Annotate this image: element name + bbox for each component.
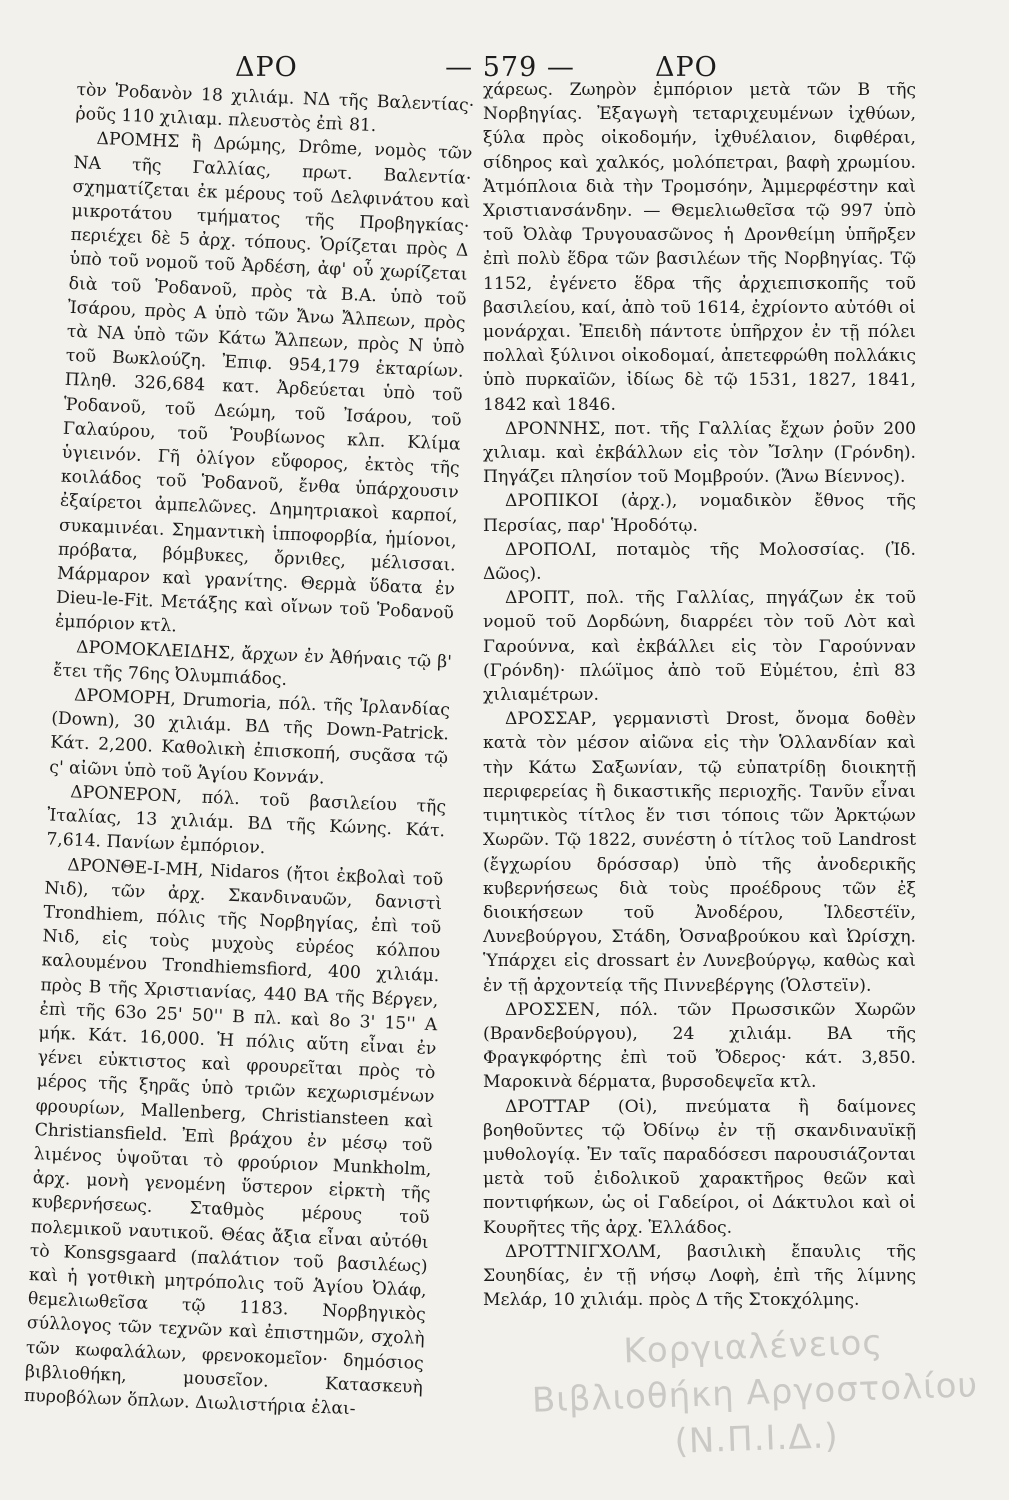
- entry-drossar: ΔΡΟΣΣΑΡ, γερμανιστὶ Drost, ὄνομα δοθὲν κατὰ τὸν μέσον αἰῶνα εἰς τὴν Ὁλλανδίαν καὶ τὴν Κάτω Σαξωνίαν, τῷ εὐπατρίδῃ διοικητῇ περιφερείας ἢ δικαστικῆς περιοχῆς. Τανῦν εἶναι τιμητικὸς τίτλος ἔν τισι τόποις τῶν Ἀρκτῴων Χωρῶν. Τῷ 1822, συνέστη ὁ τίτλος τοῦ Landrost (ἔγχωρίου δρόσσαρ) ὑπὸ τῆς ἀνοδερικῆς κυβερνήσεως διὰ τοὺς προέδρους τῶν ἐξ διοικήσεων τοῦ Ἀνοδέρου, Ἱλδεστέϊν, Λυνεβούργου, Στάδη, Ὀσναβρούκου καὶ Ὠρίσχη. Ὑπάρχει εἰς drossart ἐν Λυνεβούργῳ, καθὼς καὶ ἐν τῇ ἀρχοντείᾳ τῆς Πιννεβέργης (Ὁλστεϊν).: [483, 709, 916, 996]
- entry-dromori: ΔΡΟΜΟΡΗ, Drumoria, πόλ. τῆς Ἰρλανδίας (Down), 30 χιλιάμ. ΒΔ τῆς Down-Patrick. Κάτ. 2,200. Καθολικὴ ἐπισκοπή, συςᾶσα τῷ ς' αἰῶνι ὑπὸ τοῦ Ἁγίου Κοννάν.: [48, 685, 451, 789]
- left-guide-word: ΔΡΟ: [235, 52, 298, 83]
- entry-drottningholm: ΔΡΟΤΤΝΙΓΧΟΛΜ, βασιλικὴ ἔπαυλις τῆς Σουηδίας, ἐν τῇ νήσῳ Λοφὴ, ἐπὶ τῆς λίμνης Μελάρ, 10 χιλιάμ. πρὸς Δ τῆς Στοκχόλμης.: [483, 1241, 916, 1311]
- entry-dropoli: ΔΡΟΠΟΛΙ, ποταμὸς τῆς Μολοσσίας. (Ἰδ. Δῶος).: [483, 539, 916, 585]
- left-column: [24, 78, 475, 1424]
- entry-dromokleidis: ΔΡΟΜΟΚΛΕΙΔΗΣ, ἄρχων ἐν Ἀθήναις τῷ β' ἔτει τῆς 76ης Ὀλυμπιάδος.: [52, 637, 453, 690]
- entry-dromis: ΔΡΟΜΗΣ ἢ Δρώμης, Drôme, νομὸς τῶν ΝΑ τῆς Γαλλίας, πρωτ. Βαλεντία· σχηματίζεται ἐκ μέρους τοῦ Δελφινάτου καὶ μικροτάτου τμήματος τῆς Προβηγκίας· περιέχει δὲ 5 ἀρχ. τόπους. Ὁρίζεται πρὸς Δ ὑπὸ τοῦ νομοῦ τοῦ Ἀρδέση, ἀφ' οὗ χωρίζεται διὰ τοῦ Ῥοδανοῦ, πρὸς τὰ Β.Α. ὑπὸ τοῦ Ἰσάρου, πρὸς Α ὑπὸ τῶν Ἄνω Ἄλπεων, πρὸς τὰ ΝΑ ὑπὸ τῶν Κάτω Ἄλπεων, πρὸς Ν ὑπὸ τοῦ Βωκλούζη. Ἐπιφ. 954,179 ἑκταρίων. Πληθ. 326,684 κατ. Ἀρδεύεται ὑπὸ τοῦ Ῥοδανοῦ, τοῦ Δεώμη, τοῦ Ἰσάρου, τοῦ Γαλαύρου, τοῦ Ῥουβίωνος κλπ. Κλίμα ὑγιεινόν. Γῆ ὀλίγον εὔφορος, ἐκτὸς τῆς κοιλάδος τοῦ Ῥοδανοῦ, ἔνθα ὑπάρχουσιν ἐξαίρετοι ἀμπελῶνες. Δημητριακοὶ καρποί, συκαμινέαι. Σημαντικὴ ἱπποφορβία, ἡμίονοι, πρόβατα, βόμβυκες, ὄρνιθες, μέλισσαι. Μάρμαρον καὶ γρανίτης. Θερμὰ ὕδατα ἐν Dieu-le-Fit. Μετάξης καὶ οἴνων τοῦ Ῥοδανοῦ ἐμπόριον κτλ.: [54, 129, 473, 637]
- entry-drottar: ΔΡΟΤΤΑΡ (Οἱ), πνεύματα ἢ δαίμονες βοηθοῦντες τῷ Ὀδίνῳ ἐν τῇ σκανδιναυϊκῇ μυθολογίᾳ. Ἐν ταῖς παραδόσεσι παρουσιάζονται μετὰ τοῦ ἐιδολικοῦ χαρακτῆρος θεῶν καὶ ποντιφήκων, ὡς οἱ Γαδείροι, οἱ Δάκτυλοι καὶ οἱ Κουρῆτες τῆς ἀρχ. Ἑλλάδος.: [483, 1096, 916, 1238]
- entry-dronthe-i-mi: ΔΡΟΝΘΕ-Ι-ΜΗ, Nidaros (ἤτοι ἐκβολαὶ τοῦ Νιδ), τῶν ἀρχ. Σκανδιναυῶν, δανιστὶ Trondhiem, πόλις τῆς Νορβηγίας, ἐπὶ τοῦ Νιδ, εἰς τοὺς μυχοὺς εὐρέος κόλπου καλουμένου Trondhiemsfiord, 400 χιλιάμ. πρὸς Β τῆς Χριστιανίας, 440 ΒΑ τῆς Βέργεν, ἐπὶ τῆς 63ο 25' 50'' Β πλ. καὶ 8ο 3' 15'' Α μήκ. Κάτ. 16,000. Ἡ πόλις αὕτη εἶναι ἐν γένει εὐκτιστος καὶ φρουρεῖται πρὸς τὸ μέρος τῆς ξηρᾶς ὑπὸ τριῶν κεχωρισμένων φρουρίων, Mallenberg, Christiansteen καὶ Christiansfield. Ἐπὶ βράχου ἐν μέσῳ τοῦ λιμένος ὑψοῦται τὸ φρούριον Munkholm, ἀρχ. μονὴ γενομένη ὕστερον εἱρκτὴ τῆς κυβερνήσεως. Σταθμὸς μέρους τοῦ πολεμικοῦ ναυτικοῦ. Θέας ἄξια εἶναι αὐτόθι τὸ Konsgsgaard (παλάτιον τοῦ βασιλέως) καὶ ἡ γοτθικὴ μητρόπολις τοῦ Ἁγίου Ὀλάφ, θεμελιωθεῖσα τῷ 1183. Νορβηγικὸς σύλλογος τῶν τεχνῶν καὶ ἐπιστημῶν, σχολὴ τῶν κωφαλάλων, φρενοκομεῖον· δημόσιος βιβλιοθήκη, μουσεῖον. Κατασκευὴ πυροβόλων ὅπλων. Διωλιστήρια ἐλαι-: [23, 854, 444, 1420]
- page-number: — 579 —: [445, 52, 575, 83]
- entry-continuation: τὸν Ῥοδανὸν 18 χιλιάμ. ΝΔ τῆς Βαλεντίας· ῥοῦς 110 χιλιαμ. πλευστὸς ἐπὶ 81.: [75, 79, 475, 137]
- entry-dronnis: ΔΡΟΝΝΗΣ, ποτ. τῆς Γαλλίας ἔχων ῥοῦν 200 χιλιαμ. καὶ ἐκβάλλων εἰς τὸν Ἴσλην (Γρόνδη). Πηγάζει πλησίον τοῦ Μομβρούν. (Ἄνω Βίεννος).: [483, 418, 916, 488]
- entry-dropt: ΔΡΟΠΤ, πολ. τῆς Γαλλίας, πηγάζων ἐκ τοῦ νομοῦ τοῦ Δορδώνη, διαρρέει τὸν τοῦ Λὸτ καὶ Γαρούννα, καὶ ἐκβάλλει εἰς τὸν Γαρούνναν (Γρόνδη)· πλώϊμος ἀπὸ τοῦ Εὐμέτου, ἐπὶ 83 χιλιαμέτρων.: [483, 588, 916, 706]
- entry-droneron: ΔΡΟΝΕΡΟΝ, πόλ. τοῦ βασιλείου τῆς Ἰταλίας, 13 χιλιάμ. ΒΔ τῆς Κώνης. Κάτ. 7,614. Πανίων ἐμπόριον.: [46, 782, 447, 859]
- entry-dropikoi: ΔΡΟΠΙΚΟΙ (ἀρχ.), νομαδικὸν ἔθνος τῆς Περσίας, παρ' Ἡροδότῳ.: [483, 491, 916, 536]
- entry-drossen: ΔΡΟΣΣΕΝ, πόλ. τῶν Πρωσσικῶν Χωρῶν (Βρανδεβούργου), 24 χιλιάμ. ΒΑ τῆς Φραγκφόρτης ἐπὶ τοῦ Ὄδερος· κάτ. 3,850. Μαροκινὰ δέρματα, βυρσοδεψεῖα κτλ.: [483, 999, 916, 1093]
- library-watermark: Κοργιαλένειος Βιβλιοθήκη Αργοστολίου (Ν.Π.Ι.Δ.): [531, 1322, 979, 1462]
- right-column: [483, 78, 916, 1312]
- right-guide-word: ΔΡΟ: [655, 52, 718, 83]
- entry-continuation-right: χάρεως. Ζωηρὸν ἐμπόριον μετὰ τῶν Β τῆς Νορβηγίας. Ἐξαγωγὴ τεταριχευμένων ἰχθύων, ξύλα πρὸς οἰκοδομήν, ἰχθυέλαιον, διφθέραι, σίδηρος καὶ χαλκός, μολόπετραι, βαφὴ χρωμίου. Ἀτμόπλοια διὰ τὴν Τρομσόην, Ἀμμερφέστην καὶ Χριστιανσάνδην. — Θεμελιωθεῖσα τῷ 997 ὑπὸ τοῦ Ὀλὰφ Τρυγουασῶνος ἡ Δρονθείμη ὑπῆρξεν ἐπὶ πολὺ ἕδρα τῶν βασιλέων τῆς Νορβηγίας. Τῷ 1152, ἐγένετο ἕδρα τῆς ἀρχιεπισκοπῆς τοῦ βασιλείου, καί, ἀπὸ τοῦ 1614, ἐχρίοντο αὐτόθι οἱ μονάρχαι. Ἐπειδὴ πάντοτε ὑπῆρχον ἐν τῇ πόλει πολλαὶ ξύλινοι οἰκοδομαί, ἀπετεφρώθη πολλάκις ὑπὸ πυρκαϊῶν, ἰδίως δὲ τῷ 1531, 1827, 1841, 1842 καὶ 1846.: [483, 80, 916, 415]
